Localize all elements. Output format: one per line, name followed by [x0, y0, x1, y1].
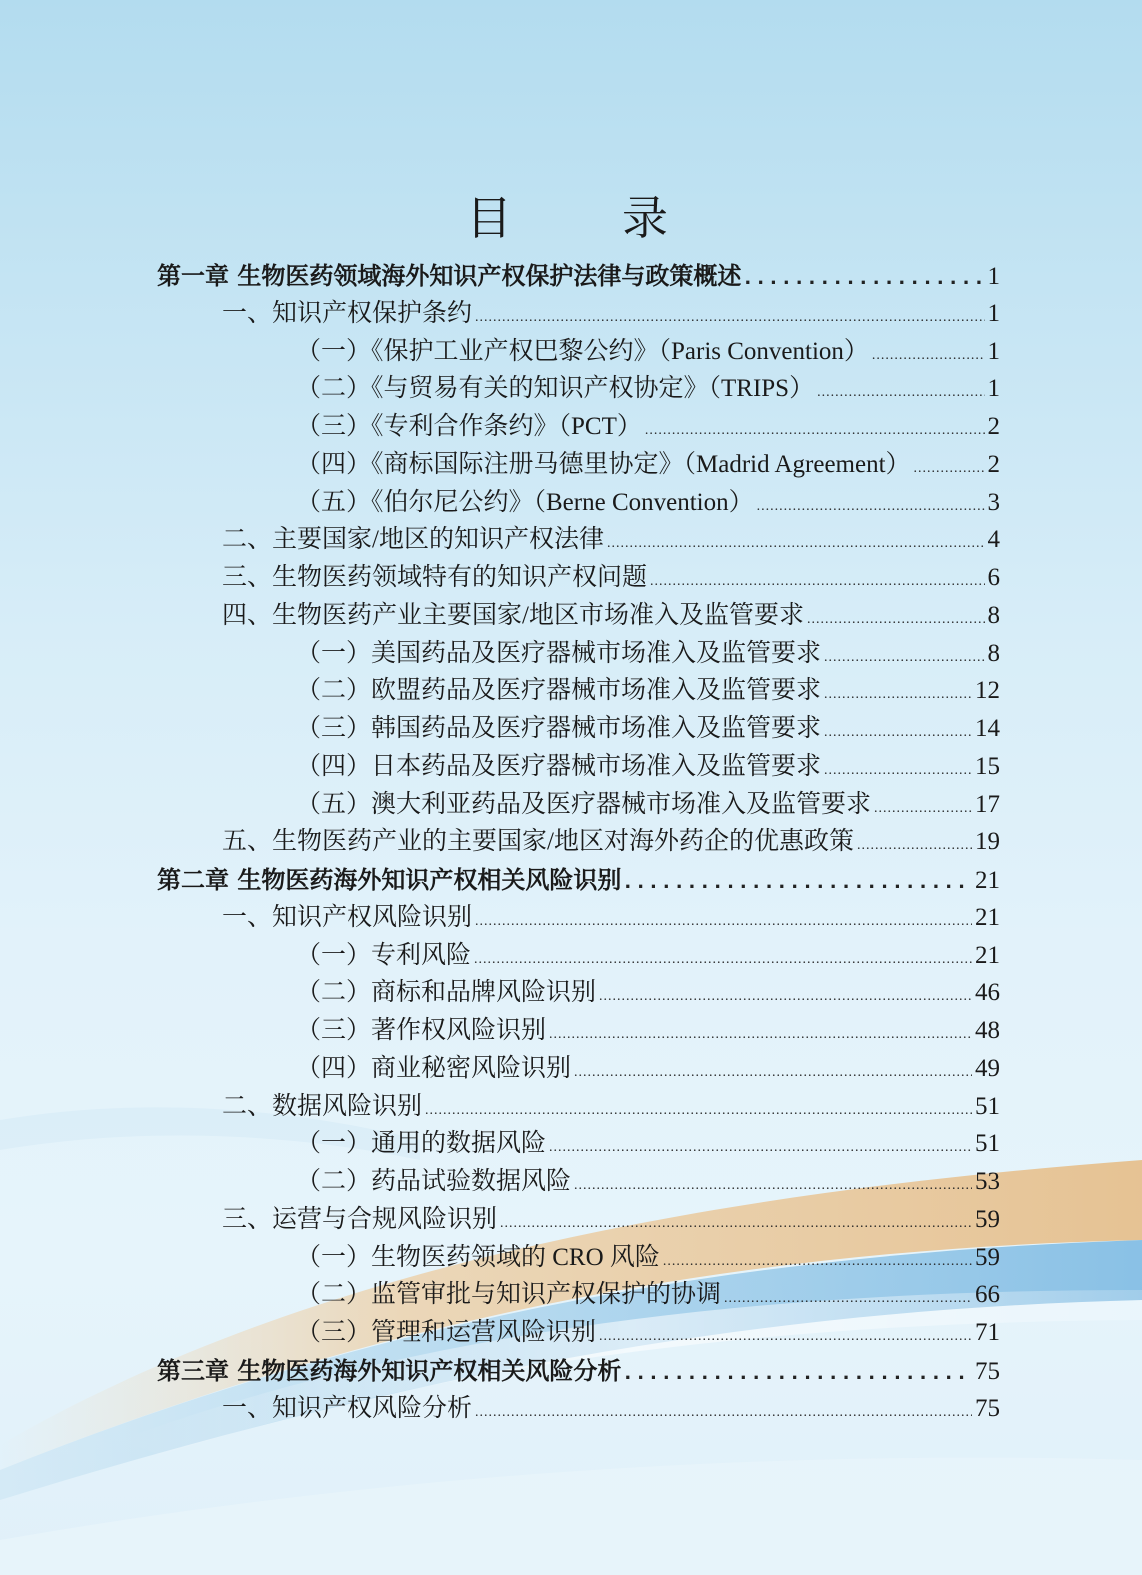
toc-page-number: 51: [975, 1092, 1000, 1120]
toc-leader-dots: [824, 639, 984, 673]
toc-page-number: 1: [987, 375, 1000, 403]
toc-subsection-entry[interactable]: [296, 370, 1000, 408]
toc-leader-dots: [757, 488, 985, 522]
toc-title: 目 录: [466, 191, 700, 245]
toc-entry-title: （四）日本药品及医疗器械市场准入及监管要求: [296, 752, 822, 780]
toc-page-number: 71: [975, 1319, 1000, 1346]
toc-page-number: 48: [975, 1017, 1000, 1044]
toc-page-number: 53: [975, 1168, 1000, 1195]
toc-leader-dots: [599, 1318, 972, 1352]
toc-entry-title: 一、知识产权风险识别: [222, 903, 473, 931]
toc-leader-dots: [724, 1280, 972, 1314]
toc-leader-dots: [824, 676, 972, 710]
toc-section-entry[interactable]: [222, 521, 1000, 559]
toc-page-number: 75: [975, 1357, 1000, 1385]
toc-entry-title: （三）管理和运营风险识别: [296, 1319, 597, 1346]
toc-subsection-entry[interactable]: [296, 1276, 1000, 1314]
toc-page-number: 59: [975, 1205, 1000, 1233]
toc-leader-dots: [650, 563, 984, 597]
toc-leader-dots: [549, 1016, 972, 1050]
toc-subsection-entry[interactable]: [296, 333, 1000, 371]
toc-page-number: 51: [975, 1130, 1000, 1158]
toc-subsection-entry[interactable]: [296, 748, 1000, 786]
toc-leader-dots: [645, 412, 985, 446]
toc-page-number: 59: [975, 1243, 1000, 1271]
toc-page-number: 1: [987, 299, 1000, 327]
toc-entry-title: （一）《保护工业产权巴黎公约》（Paris Convention）: [296, 337, 869, 365]
toc-page-number: 4: [987, 526, 1000, 554]
toc-leader-dots: [624, 864, 972, 899]
toc-leader-dots: [475, 903, 972, 937]
toc-subsection-entry[interactable]: [296, 786, 1000, 824]
toc-subsection-entry[interactable]: [296, 446, 1000, 484]
toc-section-entry[interactable]: [222, 559, 1000, 597]
toc-leader-dots: [824, 714, 972, 748]
toc-leader-dots: [500, 1205, 972, 1239]
toc-page-number: 49: [975, 1054, 1000, 1082]
toc-leader-dots: [475, 1394, 972, 1428]
toc-leader-dots: [549, 1129, 972, 1163]
toc-subsection-entry[interactable]: [296, 710, 1000, 748]
toc-subsection-entry[interactable]: [296, 1314, 1000, 1352]
toc-entry-title: （一）美国药品及医疗器械市场准入及监管要求: [296, 639, 822, 667]
toc-subsection-entry[interactable]: [296, 672, 1000, 710]
toc-entry-title: （二）《与贸易有关的知识产权协定》（TRIPS）: [296, 375, 815, 403]
toc-entry-title: （五）《伯尔尼公约》（Berne Convention）: [296, 488, 754, 516]
toc-chapter-entry[interactable]: [157, 1352, 1000, 1390]
toc-entry-title: （二）商标和品牌风险识别: [296, 979, 597, 1007]
toc-page-number: 2: [987, 413, 1000, 440]
toc-leader-dots: [824, 752, 972, 786]
toc-leader-dots: [574, 1167, 972, 1201]
toc-leader-dots: [607, 525, 985, 559]
toc-entry-title: （三）著作权风险识别: [296, 1017, 547, 1044]
toc-subsection-entry[interactable]: [296, 974, 1000, 1012]
toc-entry-title: （二）监管审批与知识产权保护的协调: [296, 1281, 722, 1309]
toc-page-number: 8: [987, 639, 1000, 667]
toc-leader-dots: [817, 374, 984, 408]
toc-entry-title: 四、生物医药产业主要国家/地区市场准入及监管要求: [222, 601, 804, 629]
toc-entry-title: 三、运营与合规风险识别: [222, 1205, 498, 1233]
toc-subsection-entry[interactable]: [296, 1163, 1000, 1201]
toc-subsection-entry[interactable]: [296, 635, 1000, 673]
toc-entry-title: （一）通用的数据风险: [296, 1130, 547, 1158]
toc-page-number: 66: [975, 1281, 1000, 1309]
toc-page-number: 2: [987, 450, 1000, 478]
toc-chapter-entry[interactable]: [157, 257, 1000, 295]
toc-page-number: 8: [987, 601, 1000, 629]
toc-subsection-entry[interactable]: [296, 1012, 1000, 1050]
toc-page-number: 15: [975, 752, 1000, 780]
toc-page-number: 6: [987, 564, 1000, 591]
toc-entry-title: （二）欧盟药品及医疗器械市场准入及监管要求: [296, 677, 822, 705]
toc-leader-dots: [425, 1092, 972, 1126]
toc-section-entry[interactable]: [222, 899, 1000, 937]
toc-subsection-entry[interactable]: [296, 1050, 1000, 1088]
toc-page-number: 21: [975, 867, 1000, 894]
toc-leader-dots: [857, 827, 972, 861]
toc-page-number: 14: [975, 715, 1000, 742]
toc-entry-title: （一）生物医药领域的 CRO 风险: [296, 1243, 660, 1271]
toc-section-entry[interactable]: [222, 295, 1000, 333]
toc-leader-dots: [872, 337, 985, 371]
toc-leader-dots: [914, 450, 985, 484]
toc-entry-title: （三）韩国药品及医疗器械市场准入及监管要求: [296, 715, 822, 742]
toc-leader-dots: [624, 1355, 972, 1390]
toc-page-number: 75: [975, 1394, 1000, 1422]
toc-entry-title: 五、生物医药产业的主要国家/地区对海外药企的优惠政策: [222, 828, 854, 856]
toc-page-number: 21: [975, 941, 1000, 969]
toc-entry-title: 一、知识产权风险分析: [222, 1394, 473, 1422]
toc-page-number: 12: [975, 677, 1000, 705]
toc-subsection-entry[interactable]: [296, 937, 1000, 975]
toc-page-number: 46: [975, 979, 1000, 1007]
toc-page-number: 19: [975, 828, 1000, 856]
toc-page-number: 21: [975, 903, 1000, 931]
toc-subsection-entry[interactable]: [296, 484, 1000, 522]
toc-entry-title: 三、生物医药领域特有的知识产权问题: [222, 564, 648, 591]
toc-leader-dots: [807, 601, 985, 635]
toc-section-entry[interactable]: [222, 1390, 1000, 1428]
toc-entry-title: 第二章 生物医药海外知识产权相关风险识别: [157, 866, 622, 894]
toc-leader-dots: [744, 260, 984, 295]
toc-leader-dots: [874, 790, 972, 824]
toc-leader-dots: [475, 299, 984, 333]
toc-page-number: 3: [987, 488, 1000, 516]
toc-leader-dots: [474, 941, 972, 975]
toc-entry-title: （四）《商标国际注册马德里协定》（Madrid Agreement）: [296, 450, 911, 478]
toc-entry-title: （二）药品试验数据风险: [296, 1168, 572, 1195]
toc-page-number: 1: [987, 337, 1000, 365]
toc-subsection-entry[interactable]: [296, 1125, 1000, 1163]
toc-entry-title: 二、数据风险识别: [222, 1092, 423, 1120]
toc-page-number: 1: [987, 263, 1000, 290]
toc-entry-title: （三）《专利合作条约》（PCT）: [296, 413, 642, 440]
toc-section-entry[interactable]: [222, 823, 1000, 861]
toc-leader-dots: [599, 978, 972, 1012]
toc-entry-title: （四）商业秘密风险识别: [296, 1054, 572, 1082]
toc-section-entry[interactable]: [222, 1088, 1000, 1126]
toc-entry-title: （五）澳大利亚药品及医疗器械市场准入及监管要求: [296, 790, 872, 818]
toc-subsection-entry[interactable]: [296, 1239, 1000, 1277]
toc-entry-title: 一、知识产权保护条约: [222, 299, 473, 327]
toc-subsection-entry[interactable]: [296, 408, 1000, 446]
toc-section-entry[interactable]: [222, 1201, 1000, 1239]
toc-entry-title: 第一章 生物医药领域海外知识产权保护法律与政策概述: [157, 262, 742, 290]
toc-entry-title: 第三章 生物医药海外知识产权相关风险分析: [157, 1356, 622, 1385]
toc-page-number: 17: [975, 790, 1000, 818]
toc-entry-title: （一）专利风险: [296, 941, 472, 969]
toc-chapter-entry[interactable]: [157, 861, 1000, 899]
toc-leader-dots: [574, 1054, 972, 1088]
toc-section-entry[interactable]: [222, 597, 1000, 635]
toc-entry-title: 二、主要国家/地区的知识产权法律: [222, 526, 604, 554]
toc-leader-dots: [663, 1243, 972, 1277]
